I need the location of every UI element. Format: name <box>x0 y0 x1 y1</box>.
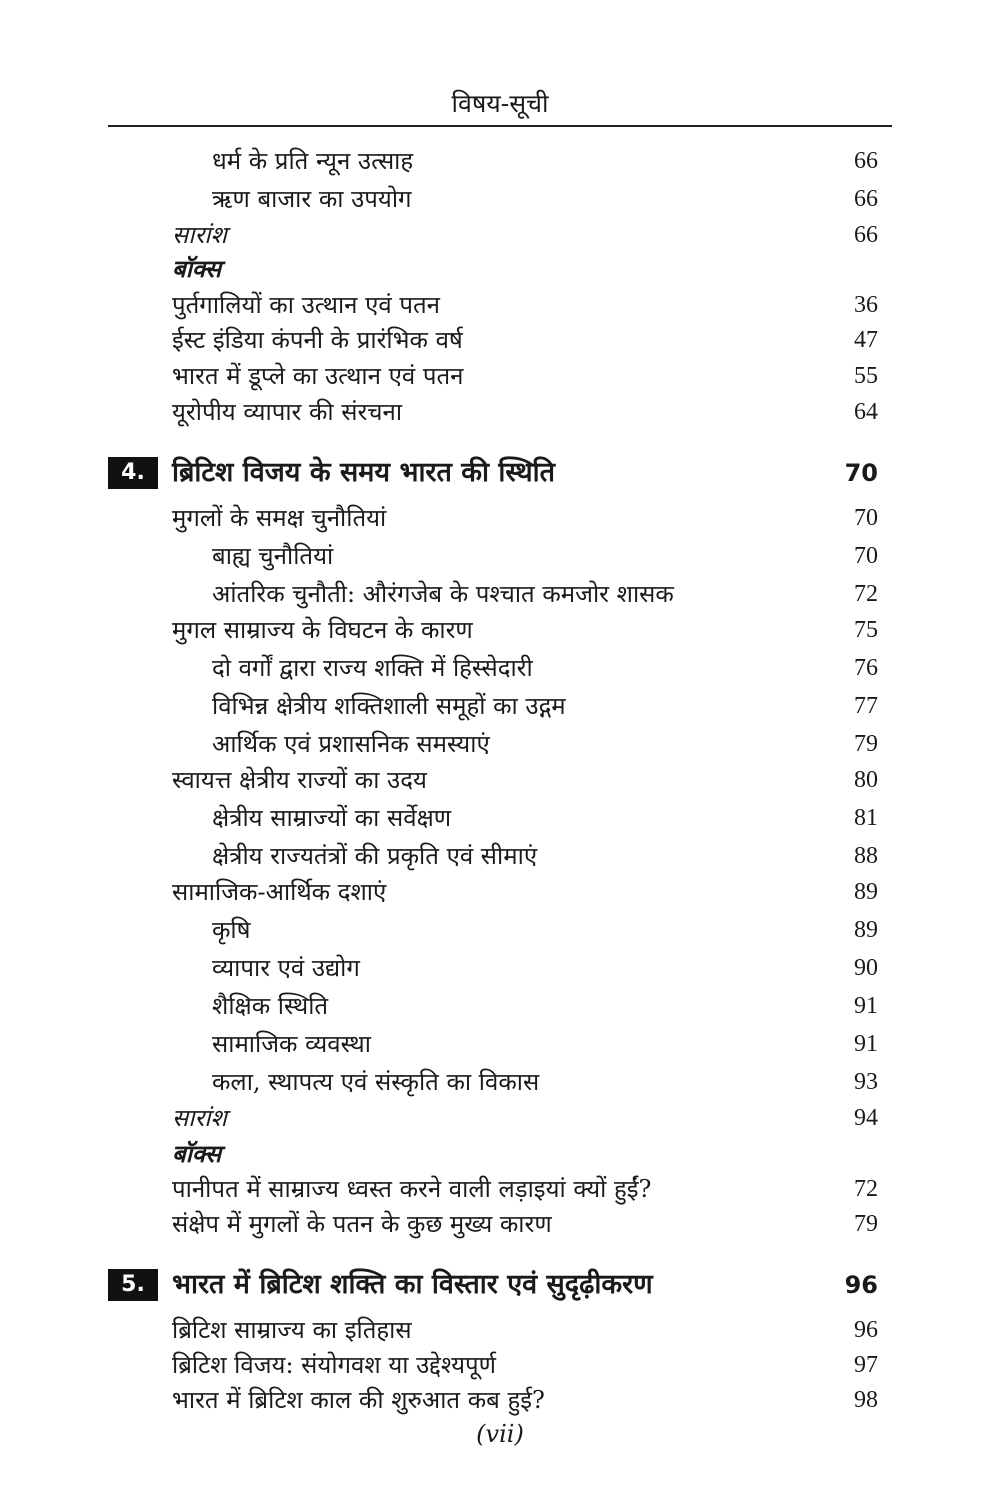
toc-entry-page: 81 <box>854 805 878 831</box>
toc-subentry <box>0 912 1000 948</box>
toc-entry <box>0 1382 1000 1418</box>
toc-summary-page: 94 <box>854 1105 878 1131</box>
toc-entry-page: 79 <box>854 731 878 757</box>
toc-entry-page: 96 <box>854 1317 878 1343</box>
toc-subentry <box>0 838 1000 874</box>
toc-entry-text: शैक्षिक स्थिति <box>212 992 329 1020</box>
toc-subentry <box>0 1026 1000 1062</box>
toc-box-entry <box>0 1171 1000 1207</box>
toc-box-heading <box>0 1136 1000 1172</box>
toc-entry-page: 97 <box>854 1352 878 1378</box>
chapter-number-badge: 5. <box>108 1269 158 1301</box>
toc-entry-text: मुगल साम्राज्य के विघटन के कारण <box>172 616 473 644</box>
toc-entry <box>0 874 1000 910</box>
chapter-heading-4 <box>0 451 1000 495</box>
toc-entry-text: क्षेत्रीय राज्यतंत्रों की प्रकृति एवं सीमाएं <box>212 842 538 870</box>
toc-entry <box>0 612 1000 648</box>
toc-box-heading <box>0 251 1000 287</box>
chapter-number-badge: 4. <box>108 457 158 489</box>
toc-entry-page: 89 <box>854 917 878 943</box>
toc-entry-page: 70 <box>854 543 878 569</box>
toc-entry-page: 93 <box>854 1069 878 1095</box>
toc-subentry <box>0 988 1000 1024</box>
toc-summary-text: सारांश <box>172 221 227 249</box>
toc-entry-page: 64 <box>854 399 878 425</box>
chapter-title: भारत में ब्रिटिश शक्ति का विस्तार एवं सुदृढ़ीकरण <box>172 1269 653 1300</box>
toc-entry <box>0 181 1000 217</box>
header-rule <box>108 125 892 127</box>
toc-entry-text: ब्रिटिश साम्राज्य का इतिहास <box>172 1316 412 1344</box>
toc-entry-page: 89 <box>854 879 878 905</box>
toc-box-entry <box>0 322 1000 358</box>
toc-subentry <box>0 650 1000 686</box>
toc-box-entry <box>0 358 1000 394</box>
toc-entry-text: सामाजिक-आर्थिक दशाएं <box>172 878 387 906</box>
toc-entry-text: भारत में ब्रिटिश काल की शुरुआत कब हुई? <box>172 1386 545 1414</box>
toc-entry-text: ऋण बाजार का उपयोग <box>212 185 412 213</box>
chapter-heading-5 <box>0 1263 1000 1307</box>
toc-summary <box>0 1100 1000 1136</box>
toc-entry-text: आंतरिक चुनौती: औरंगजेब के पश्चात कमजोर शासक <box>212 580 674 608</box>
toc-entry-page: 98 <box>854 1387 878 1413</box>
toc-entry-page: 75 <box>854 617 878 643</box>
toc-entry-text: क्षेत्रीय साम्राज्यों का सर्वेक्षण <box>212 804 452 832</box>
toc-entry-text: ब्रिटिश विजय: संयोगवश या उद्देश्यपूर्ण <box>172 1351 496 1379</box>
toc-entry-text: मुगलों के समक्ष चुनौतियां <box>172 504 387 532</box>
toc-entry-page: 80 <box>854 767 878 793</box>
toc-subentry <box>0 1064 1000 1100</box>
toc-box-entry <box>0 1206 1000 1242</box>
box-heading-text: बॉक्स <box>172 1139 222 1168</box>
toc-entry-text: आर्थिक एवं प्रशासनिक समस्याएं <box>212 730 490 758</box>
page-header-title: विषय-सूची <box>451 89 549 118</box>
toc-entry-page: 90 <box>854 955 878 981</box>
toc-entry-text: दो वर्गों द्वारा राज्य शक्ति में हिस्सेदारी <box>212 654 533 682</box>
toc-entry <box>0 1312 1000 1348</box>
toc-entry-text: संक्षेप में मुगलों के पतन के कुछ मुख्य कारण <box>172 1210 552 1238</box>
toc-subentry <box>0 538 1000 574</box>
toc-entry-text: ईस्ट इंडिया कंपनी के प्रारंभिक वर्ष <box>172 326 463 354</box>
toc-entry-page: 70 <box>854 505 878 531</box>
toc-entry-page: 91 <box>854 993 878 1019</box>
toc-summary-page: 66 <box>854 222 878 248</box>
toc-entry-page: 79 <box>854 1211 878 1237</box>
chapter-page: 70 <box>844 459 878 487</box>
toc-box-entry <box>0 287 1000 323</box>
toc-entry-page: 36 <box>854 292 878 318</box>
toc-entry-page: 55 <box>854 363 878 389</box>
toc-entry-page: 77 <box>854 693 878 719</box>
box-heading-text: बॉक्स <box>172 254 222 283</box>
toc-entry-text: विभिन्न क्षेत्रीय शक्तिशाली समूहों का उद्गम <box>212 692 566 720</box>
toc-entry-page: 47 <box>854 327 878 353</box>
toc-subentry <box>0 576 1000 612</box>
toc-entry-text: कृषि <box>212 916 251 944</box>
toc-summary-text: सारांश <box>172 1104 227 1132</box>
toc-entry-page: 66 <box>854 148 878 174</box>
toc-entry-text: सामाजिक व्यवस्था <box>212 1030 371 1058</box>
toc-entry-text: पानीपत में साम्राज्य ध्वस्त करने वाली लड़ाइयां क्यों हुईं? <box>172 1175 652 1203</box>
toc-entry-page: 72 <box>854 1176 878 1202</box>
toc-box-entry <box>0 394 1000 430</box>
toc-summary <box>0 217 1000 253</box>
toc-entry-text: व्यापार एवं उद्योग <box>212 954 360 982</box>
toc-subentry <box>0 688 1000 724</box>
toc-entry-text: बाह्य चुनौतियां <box>212 542 334 570</box>
toc-entry <box>0 143 1000 179</box>
toc-entry <box>0 500 1000 536</box>
toc-entry-text: पुर्तगालियों का उत्थान एवं पतन <box>172 291 440 319</box>
toc-entry <box>0 762 1000 798</box>
chapter-page: 96 <box>844 1271 878 1299</box>
chapter-title: ब्रिटिश विजय के समय भारत की स्थिति <box>172 457 555 488</box>
toc-entry-text: भारत में डूप्ले का उत्थान एवं पतन <box>172 362 464 390</box>
toc-entry-page: 88 <box>854 843 878 869</box>
toc-entry-page: 66 <box>854 186 878 212</box>
toc-entry <box>0 1347 1000 1383</box>
toc-subentry <box>0 726 1000 762</box>
toc-subentry <box>0 950 1000 986</box>
toc-entry-page: 72 <box>854 581 878 607</box>
toc-entry-text: स्वायत्त क्षेत्रीय राज्यों का उदय <box>172 766 427 794</box>
toc-entry-text: यूरोपीय व्यापार की संरचना <box>172 398 403 426</box>
toc-entry-text: धर्म के प्रति न्यून उत्साह <box>212 147 414 175</box>
page-number-footer: (vii) <box>476 1420 524 1448</box>
toc-entry-text: कला, स्थापत्य एवं संस्कृति का विकास <box>212 1068 540 1096</box>
toc-subentry <box>0 800 1000 836</box>
toc-entry-page: 91 <box>854 1031 878 1057</box>
toc-entry-page: 76 <box>854 655 878 681</box>
